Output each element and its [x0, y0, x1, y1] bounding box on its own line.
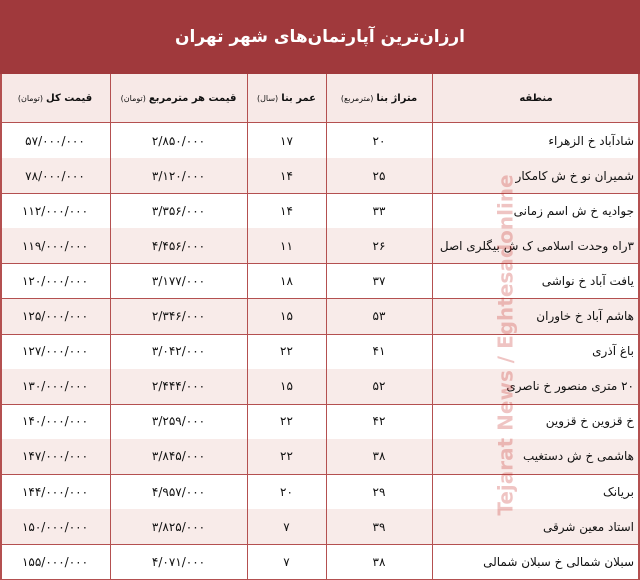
cell-area: استاد معین شرقی — [542, 519, 634, 534]
title-text: ارزان‌ترین آپارتمان‌های شهر تهران — [175, 27, 465, 47]
header-total: قیمت کل (تومان) — [17, 92, 93, 104]
cell-unit-price: ۳/۸۲۵/۰۰۰ — [151, 519, 206, 534]
cell-unit-price: ۳/۸۴۵/۰۰۰ — [151, 449, 206, 464]
cell-area: شمیران نو خ ش کامکار — [515, 168, 634, 183]
table-row — [0, 263, 640, 299]
column-divider — [110, 74, 111, 579]
cell-size: ۴۲ — [372, 414, 386, 429]
table-title — [0, 0, 640, 74]
cell-age: ۷ — [283, 554, 290, 569]
cell-area: بریانک — [602, 484, 634, 499]
cell-total: ۱۴۰/۰۰۰/۰۰۰ — [21, 414, 89, 429]
cell-unit-price: ۴/۰۷۱/۰۰۰ — [151, 554, 206, 569]
cell-total: ۱۱۹/۰۰۰/۰۰۰ — [21, 238, 89, 253]
table-row — [0, 123, 640, 159]
cell-age: ۲۲ — [280, 344, 293, 359]
cell-age: ۱۵ — [280, 309, 293, 323]
cell-area: یافت آباد خ نواشی — [541, 273, 634, 288]
cell-area: جوادیه خ ش اسم زمانی — [513, 203, 634, 218]
cell-age: ۱۷ — [280, 133, 293, 148]
cell-unit-price: ۲/۸۵۰/۰۰۰ — [151, 133, 206, 148]
cell-unit-price: ۳/۱۷۷/۰۰۰ — [151, 273, 206, 288]
table-row — [0, 474, 640, 510]
cell-area: باغ آذری — [592, 344, 634, 359]
table-row — [0, 509, 640, 545]
header-unit-price: قیمت هر مترمربع (تومان) — [120, 92, 237, 104]
cell-area: سبلان شمالی خ سبلان شمالی — [483, 554, 634, 569]
cell-total: ۱۳۰/۰۰۰/۰۰۰ — [21, 379, 89, 394]
header-age: عمر بنا (سال) — [256, 92, 317, 104]
cell-area: ۳راه وحدت اسلامی ک ش بیگلری اصل — [439, 238, 634, 253]
cell-size: ۵۳ — [372, 309, 386, 323]
cell-total: ۱۲۷/۰۰۰/۰۰۰ — [21, 344, 89, 359]
cell-size: ۳۹ — [372, 519, 386, 534]
cell-age: ۱۴ — [280, 203, 293, 218]
cell-size: ۴۱ — [372, 344, 386, 359]
cell-unit-price: ۲/۴۴۴/۰۰۰ — [151, 379, 206, 394]
cell-total: ۱۴۷/۰۰۰/۰۰۰ — [21, 449, 89, 464]
cell-total: ۵۷/۰۰۰/۰۰۰ — [25, 133, 85, 148]
cell-unit-price: ۳/۱۲۰/۰۰۰ — [151, 168, 206, 183]
table-border-left — [0, 74, 2, 579]
cell-total: ۷۸/۰۰۰/۰۰۰ — [25, 168, 85, 183]
cell-unit-price: ۴/۹۵۷/۰۰۰ — [151, 484, 206, 499]
cell-area: ۲۰ متری منصور خ ناصری — [506, 379, 634, 394]
cell-age: ۲۲ — [280, 414, 293, 429]
header-size: متراژ بنا (مترمربع) — [340, 92, 418, 104]
cell-age: ۱۵ — [280, 379, 293, 394]
cell-total: ۱۱۲/۰۰۰/۰۰۰ — [21, 203, 89, 218]
cell-unit-price: ۲/۳۴۶/۰۰۰ — [151, 309, 206, 323]
header-row — [0, 74, 640, 123]
cell-size: ۲۰ — [372, 133, 386, 148]
header-area: منطقه — [519, 92, 553, 104]
cell-area: خ قزوین خ قزوین — [545, 414, 634, 429]
cell-age: ۱۴ — [280, 168, 293, 183]
cell-area: هاشم آباد خ خاوران — [536, 309, 634, 323]
table-row — [0, 439, 640, 475]
table-row — [0, 299, 640, 335]
watermark-text: Tejarat News / Eghtesadonline — [494, 174, 518, 516]
cell-total: ۱۵۵/۰۰۰/۰۰۰ — [21, 554, 89, 569]
cell-unit-price: ۳/۲۵۹/۰۰۰ — [151, 414, 206, 429]
cell-size: ۳۸ — [372, 449, 386, 464]
cell-size: ۵۲ — [372, 379, 386, 394]
table-row — [0, 228, 640, 264]
column-divider — [326, 74, 327, 579]
cell-size: ۳۷ — [372, 273, 386, 288]
cell-age: ۲۲ — [280, 449, 293, 464]
table-row — [0, 334, 640, 370]
table-row — [0, 193, 640, 229]
cell-total: ۱۴۴/۰۰۰/۰۰۰ — [21, 484, 89, 499]
cell-total: ۱۵۰/۰۰۰/۰۰۰ — [21, 519, 89, 534]
cell-unit-price: ۴/۴۵۶/۰۰۰ — [151, 238, 206, 253]
cell-total: ۱۲۵/۰۰۰/۰۰۰ — [21, 309, 89, 323]
cell-area: شادآباد خ الزهراء — [548, 133, 634, 148]
column-divider — [432, 74, 433, 579]
cell-age: ۲۰ — [280, 484, 293, 499]
cell-size: ۲۶ — [372, 238, 386, 253]
cell-size: ۳۳ — [372, 203, 386, 218]
cell-age: ۱۱ — [280, 238, 293, 253]
table-row — [0, 158, 640, 194]
table-row — [0, 404, 640, 440]
table-row — [0, 544, 640, 580]
cell-size: ۲۵ — [372, 168, 386, 183]
cell-age: ۱۸ — [280, 273, 293, 288]
watermark — [486, 174, 526, 516]
cell-size: ۲۹ — [372, 484, 386, 499]
cell-age: ۷ — [283, 519, 290, 534]
cell-size: ۳۸ — [372, 554, 386, 569]
cell-total: ۱۲۰/۰۰۰/۰۰۰ — [21, 273, 89, 288]
cell-area: هاشمی خ ش دستغیب — [522, 449, 634, 464]
cell-unit-price: ۳/۳۵۶/۰۰۰ — [151, 203, 206, 218]
table-row — [0, 369, 640, 405]
cell-unit-price: ۳/۰۴۲/۰۰۰ — [151, 344, 206, 359]
column-divider — [247, 74, 248, 579]
